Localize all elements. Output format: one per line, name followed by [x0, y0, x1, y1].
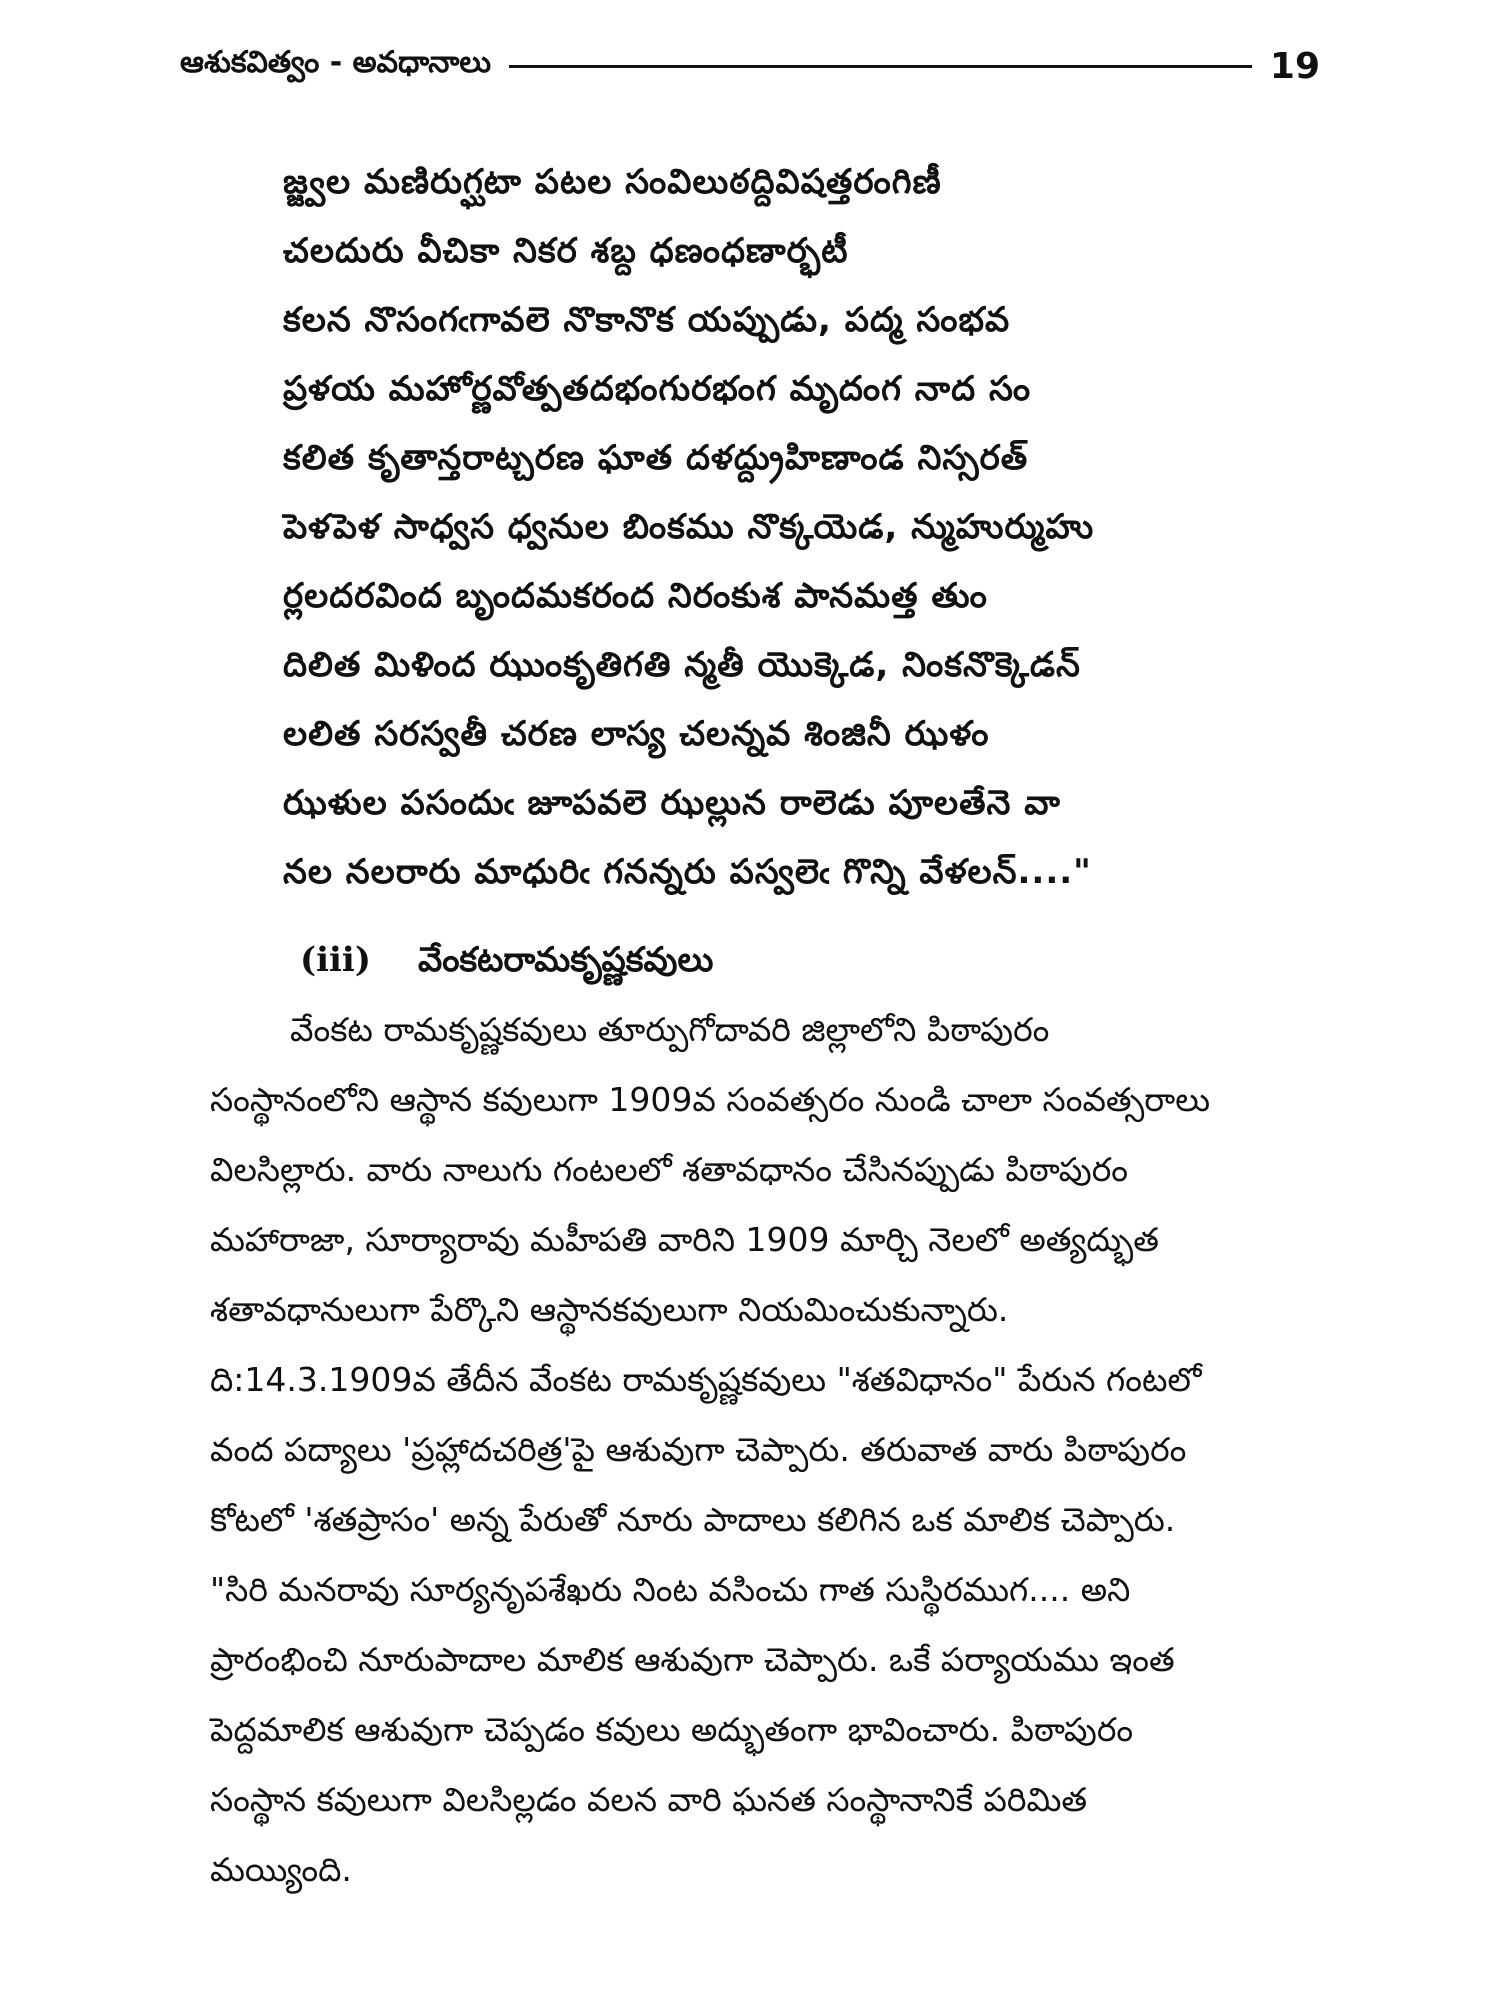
poem-block [283, 148, 1283, 907]
poem-line: ర్లలదరవింద బృందమకరంద నిరంకుశ పానమత్త తుం [283, 576, 988, 616]
paragraph-line: విలసిల్లారు. వారు నాలుగు గంటలలో శతావధానం చేసినప్పుడు పిఠాపురం [210, 1150, 1129, 1189]
paragraph-line: ప్రారంభించి నూరుపాదాల మాలిక ఆశువుగా చెప్పారు. ఒకే పర్యాయము ఇంత [210, 1640, 1175, 1679]
poem-line: కలన నొసంగఁగావలె నొకానొక యప్పుడు, పద్మ సంభవ [283, 300, 1011, 340]
paragraph-line: "సిరి మనరావు సూర్యనృపశేఖరు నింట వసించు గాత సుస్థిరముగ.... అని [210, 1570, 1131, 1609]
paragraph-line: వేంకట రామకృష్ణకవులు తూర్పుగోదావరి జిల్లాలోని పిఠాపురం [290, 1010, 1050, 1049]
paragraph-line: మయ్యింది. [210, 1850, 352, 1889]
poem-line: దిలిత మిళింద ఝుంకృతిగతి న్మతీ యొక్కెడ, నింకనొక్కెడన్ [283, 645, 1081, 685]
paragraph-line: ది:14.3.1909వ తేదీన వేంకట రామకృష్ణకవులు "శతవిధానం" పేరున గంటలో [210, 1360, 1202, 1399]
poem-line: ఝళుల పసందుఁ జూపవలె ఝల్లున రాలెడు పూలతేనె వా [283, 783, 1061, 823]
running-header [180, 38, 1320, 94]
poem-line: లలిత సరస్వతీ చరణ లాస్య చలన్నవ శింజినీ ఝళం [283, 714, 990, 754]
poem-line: కలిత కృతాన్తరాట్చరణ ఘాత దళద్ద్రుహిణాండ నిస్సరత్ [283, 438, 1029, 478]
section-heading [300, 930, 713, 990]
header-title: ఆశుకవిత్వం - అవధానాలు [180, 45, 492, 80]
paragraph-line: మహారాజా, సూర్యారావు మహీపతి వారిని 1909 మార్చి నెలలో అత్యద్భుత [210, 1220, 1159, 1259]
paragraph-line: శతావధానులుగా పేర్కొని ఆస్థానకవులుగా నియమించుకున్నారు. [210, 1290, 1009, 1329]
header-rule [509, 65, 1252, 68]
section-number: (iii) [300, 940, 371, 980]
paragraph-line: పెద్దమాలిక ఆశువుగా చెప్పడం కవులు అద్భుతంగా భావించారు. పిఠాపురం [210, 1710, 1134, 1749]
paragraph-line: వంద పద్యాలు 'ప్రహ్లాదచరిత్ర'పై ఆశువుగా చెప్పారు. తరువాత వారు పిఠాపురం [210, 1430, 1187, 1469]
section-title: వేంకటరామకృష్ణకవులు [418, 940, 714, 980]
poem-line: పెళపెళ సాధ్వస ధ్వనుల బింకము నొక్కయెడ, న్ముహుర్ముహు [283, 507, 1095, 547]
poem-line: జ్జ్వల మణిరుగ్ఘటా పటల సంవిలుఠద్దివిషత్తరంగిణీ [283, 162, 942, 202]
poem-line: ప్రళయ మహోర్ణవోత్పతదభంగురభంగ మృదంగ నాద సం [283, 369, 1032, 409]
paragraph-line: సంస్థాన కవులుగా విలసిల్లడం వలన వారి ఘనత సంస్థానానికే పరిమిత [210, 1780, 1088, 1819]
body-paragraph [210, 995, 1295, 1905]
page-number: 19 [1269, 45, 1320, 87]
poem-line: చలదురు వీచికా నికర శబ్ద ధణంధణార్భటీ [283, 231, 849, 271]
paragraph-line: సంస్థానంలోని ఆస్థాన కవులుగా 1909వ సంవత్సరం నుండి చాలా సంవత్సరాలు [210, 1080, 1211, 1119]
paragraph-line: కోటలో 'శతప్రాసం' అన్న పేరుతో నూరు పాదాలు కలిగిన ఒక మాలిక చెప్పారు. [210, 1500, 1176, 1539]
poem-line: నల నలరారు మాధురిఁ గనన్నరు పస్వలెఁ గొన్ని వేళలన్...." [283, 852, 1092, 892]
